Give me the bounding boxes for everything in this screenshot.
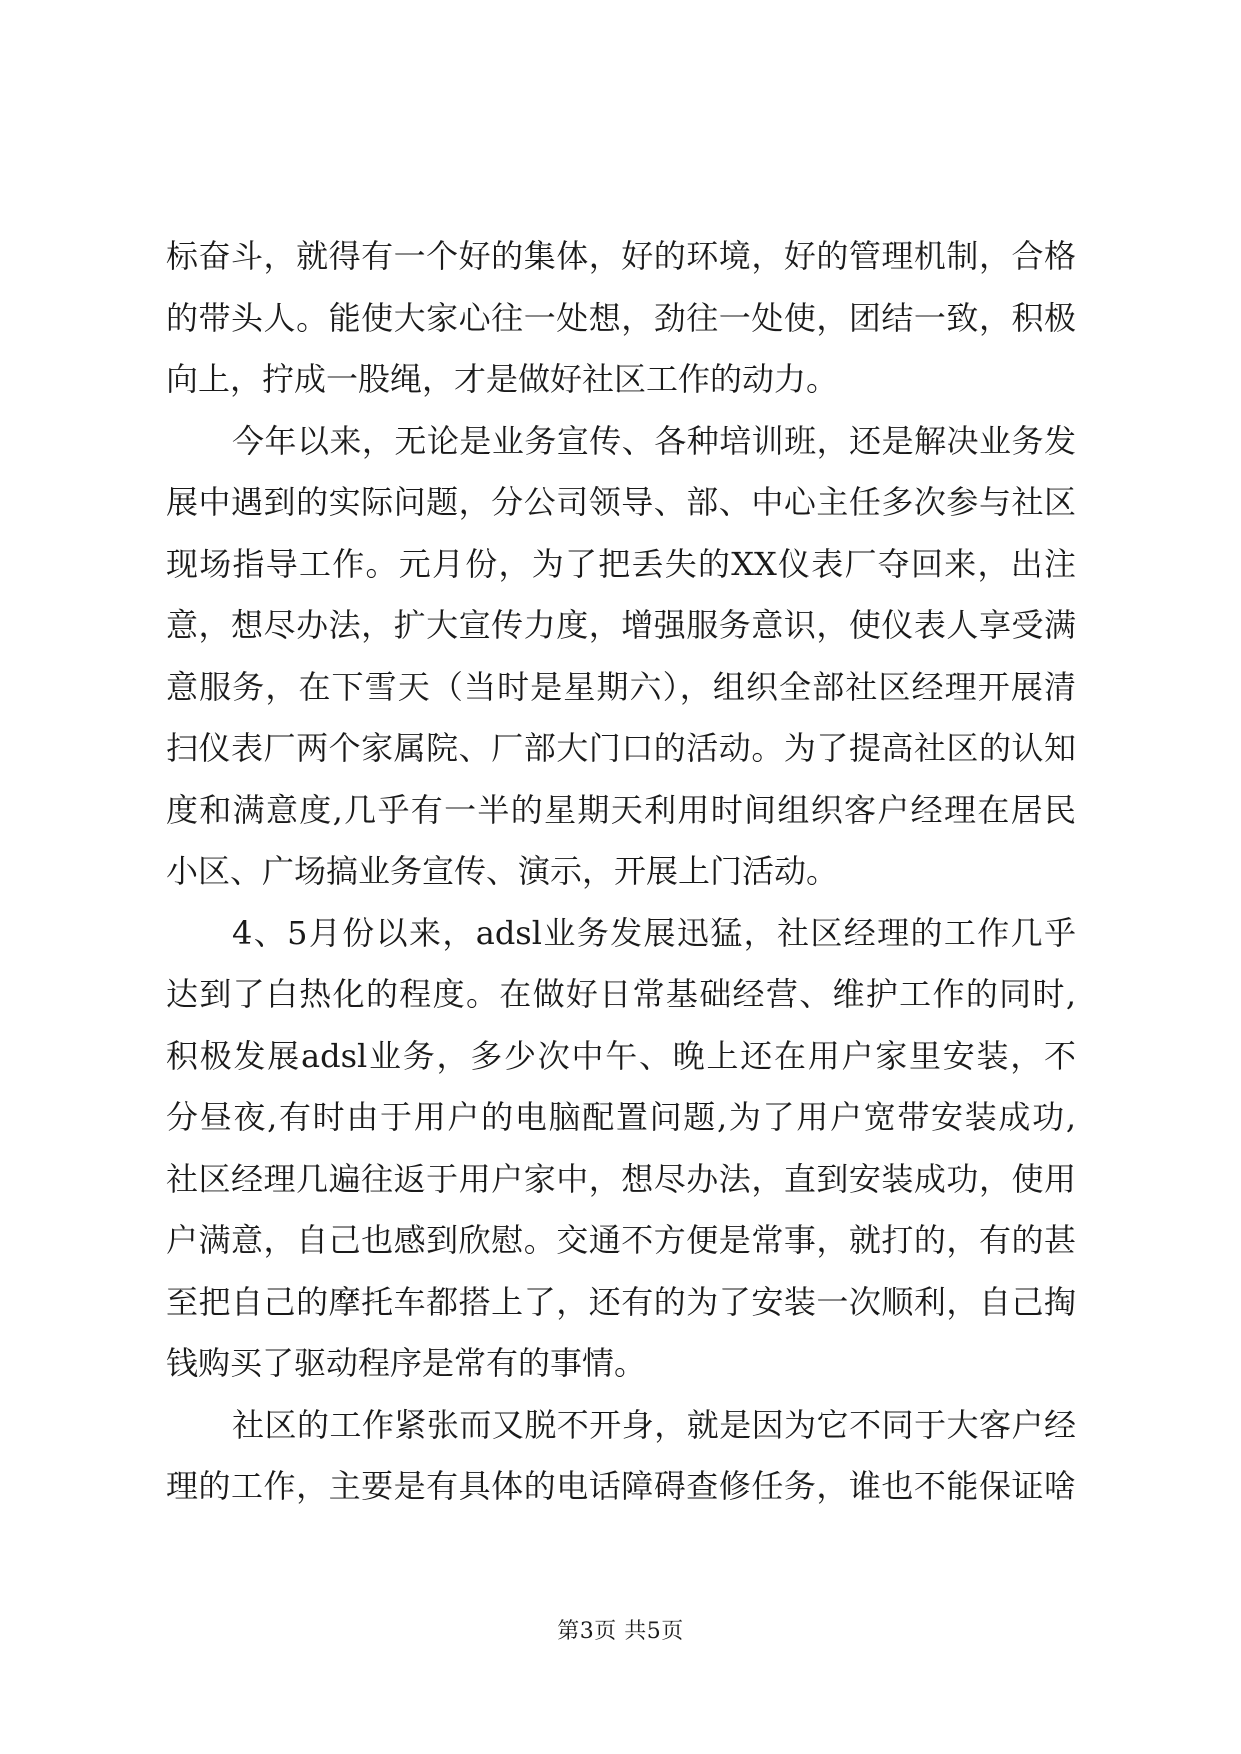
text-line: 社区经理几遍往返于用户家中，想尽办法，直到安装成功，使用 <box>166 1159 1076 1198</box>
text-line: 分昼夜,有时由于用户的电脑配置问题,为了用户宽带安装成功, <box>166 1098 1076 1136</box>
paragraph-first-line: 4、5月份以来，adsl业务发展迅猛，社区经理的工作几乎 <box>232 913 1076 952</box>
text-line: 的带头人。能使大家心往一处想，劲往一处使，团结一致，积极 <box>166 298 1076 337</box>
text-line: 度和满意度,几乎有一半的星期天利用时间组织客户经理在居民 <box>166 790 1076 829</box>
text-line: 意服务，在下雪天（当时是星期六），组织全部社区经理开展清 <box>166 667 1076 706</box>
text-line: 向上，拧成一股绳，才是做好社区工作的动力。 <box>166 360 839 398</box>
text-line: 积极发展adsl业务，多少次中午、晚上还在用户家里安装，不 <box>166 1036 1076 1075</box>
text-line: 户满意，自己也感到欣慰。交通不方便是常事，就打的，有的甚 <box>166 1221 1076 1259</box>
text-line: 意，想尽办法，扩大宣传力度，增强服务意识，使仪表人享受满 <box>166 606 1076 644</box>
text-line: 至把自己的摩托车都搭上了，还有的为了安装一次顺利，自己掏 <box>166 1282 1076 1321</box>
text-line: 理的工作，主要是有具体的电话障碍查修任务，谁也不能保证啥 <box>166 1467 1076 1505</box>
text-line: 扫仪表厂两个家属院、厂部大门口的活动。为了提高社区的认知 <box>166 729 1076 767</box>
text-line: 展中遇到的实际问题，分公司领导、部、中心主任多次参与社区 <box>166 483 1076 521</box>
text-line: 标奋斗，就得有一个好的集体，好的环境，好的管理机制，合格 <box>166 237 1076 275</box>
text-line: 现场指导工作。元月份，为了把丢失的XX仪表厂夺回来，出注 <box>166 544 1076 583</box>
body-text <box>166 226 1076 1518</box>
paragraph-first-line: 今年以来，无论是业务宣传、各种培训班，还是解决业务发 <box>232 421 1076 460</box>
text-line: 小区、广场搞业务宣传、演示，开展上门活动。 <box>166 852 839 890</box>
text-line: 达到了白热化的程度。在做好日常基础经营、维护工作的同时, <box>166 975 1076 1013</box>
paragraph-first-line: 社区的工作紧张而又脱不开身，就是因为它不同于大客户经 <box>232 1405 1076 1444</box>
text-line: 钱购买了驱动程序是常有的事情。 <box>166 1344 647 1382</box>
page-number-footer: 第3页 共5页 <box>557 1619 684 1644</box>
